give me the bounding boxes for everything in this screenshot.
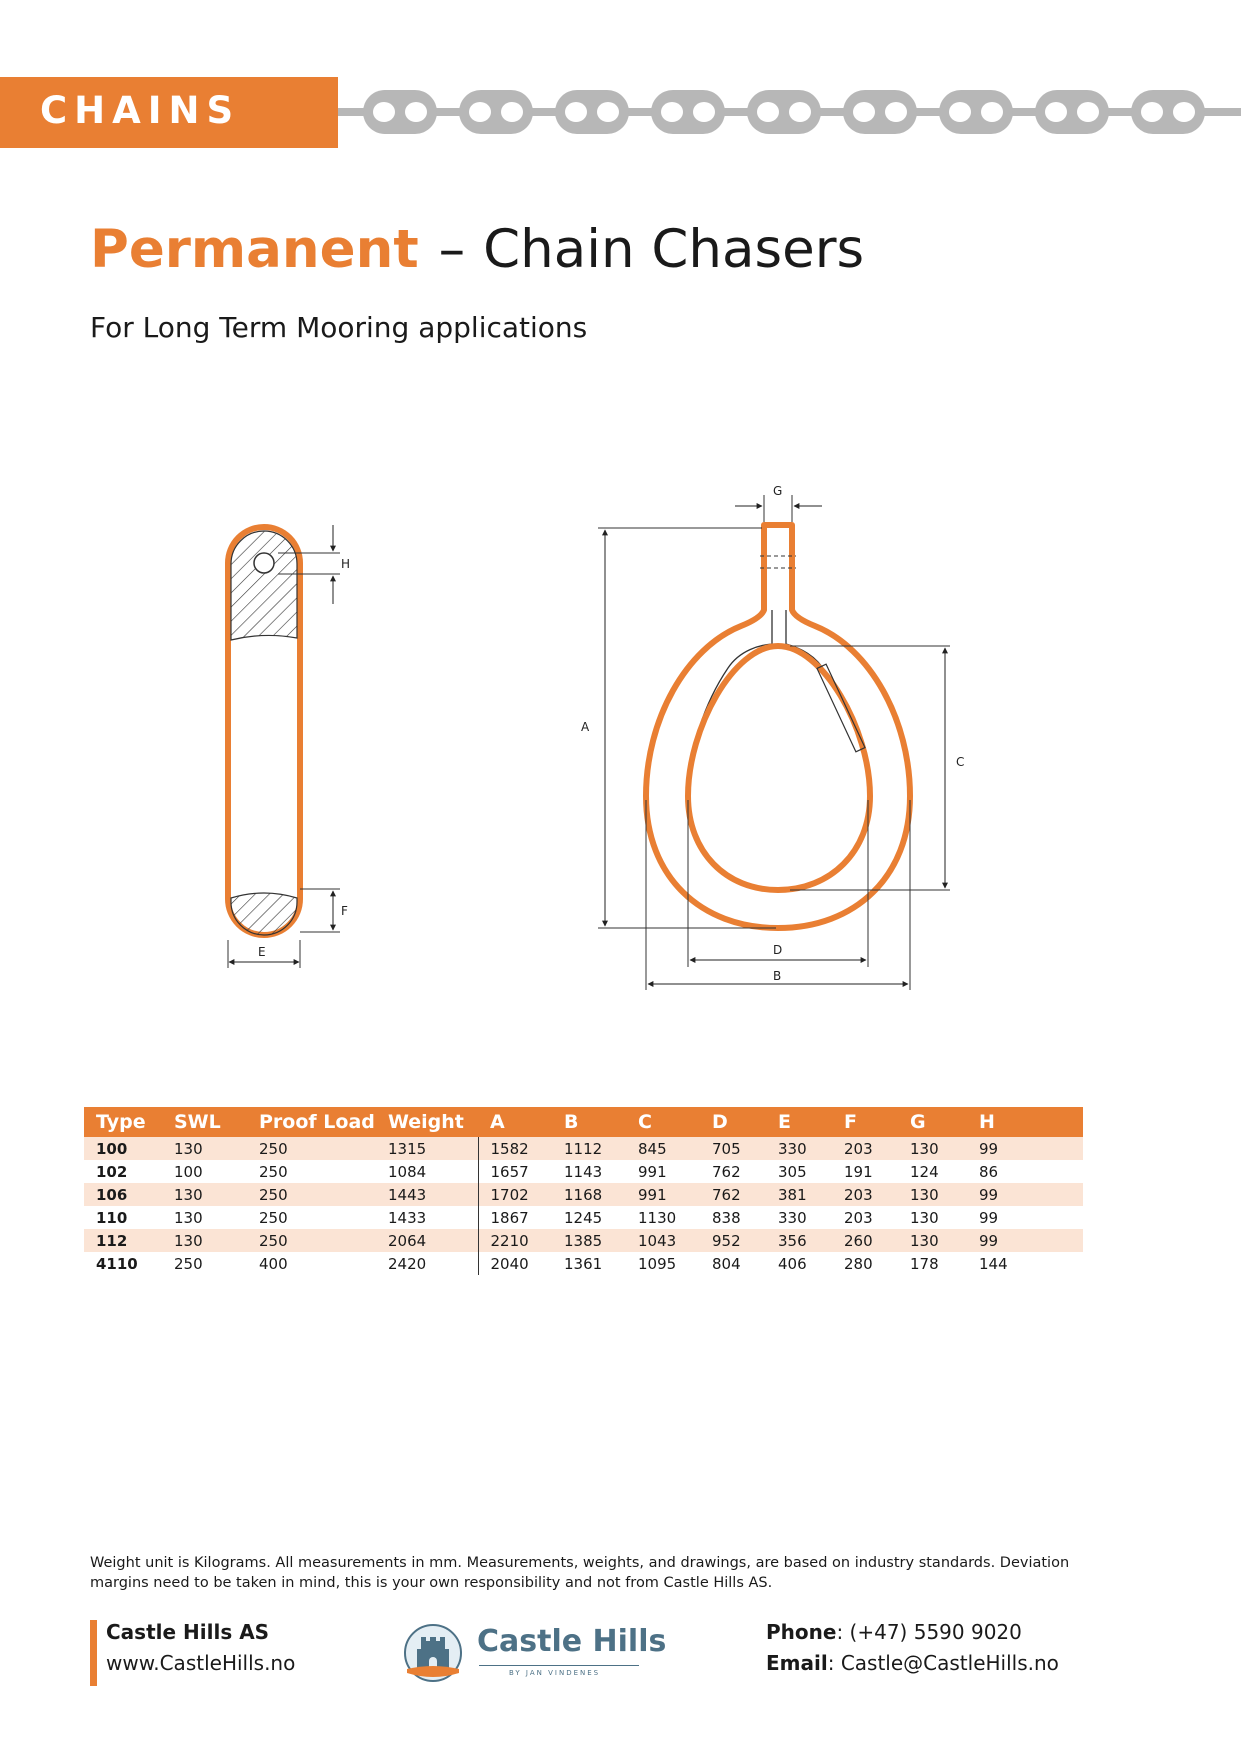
table-cell: 130: [174, 1208, 203, 1227]
section-banner: [0, 77, 338, 148]
table-cell: 2064: [376, 1229, 478, 1252]
disclaimer-note: Weight unit is Kilograms. All measurements in mm. Measurements, weights, and drawings, are based on industry standards. Deviation margins need to be taken in mind, this is your own responsibility and not from Castle Hills AS.: [90, 1555, 1070, 1591]
table-cell: 112: [84, 1229, 162, 1252]
table-cell: 130: [162, 1137, 247, 1160]
contact-email: [766, 1651, 1059, 1675]
table-cell: 250: [174, 1254, 203, 1273]
table-cell: 100: [84, 1137, 162, 1160]
table-cell: 991: [626, 1183, 700, 1206]
table-cell: 330: [766, 1137, 832, 1160]
table-row: [84, 1252, 1083, 1275]
table-cell: 250: [259, 1208, 288, 1227]
table-cell: 100: [174, 1162, 203, 1181]
table-cell: 4110: [96, 1254, 138, 1273]
table-row: [84, 1183, 1083, 1206]
company-website[interactable]: www.CastleHills.no: [106, 1651, 296, 1675]
table-cell: 838: [712, 1208, 741, 1227]
table-cell: 250: [247, 1137, 376, 1160]
table-cell: 124: [910, 1162, 939, 1181]
table-cell: 250: [259, 1162, 288, 1181]
table-cell: 1443: [376, 1183, 478, 1206]
table-cell: 1095: [638, 1254, 677, 1273]
spec-table: [84, 1107, 1083, 1275]
table-cell: 762: [712, 1162, 741, 1181]
section-label: CHAINS: [40, 89, 241, 132]
col-header: SWL: [162, 1107, 247, 1137]
chain-link-icon: [363, 90, 437, 134]
front-view: [581, 484, 964, 990]
email-value[interactable]: : Castle@CastleHills.no: [827, 1651, 1059, 1675]
dim-label-a: A: [581, 720, 590, 734]
col-header: Type: [84, 1107, 162, 1137]
dim-label-h: H: [341, 557, 351, 571]
table-cell: 400: [259, 1254, 288, 1273]
logo-rule: [479, 1665, 639, 1666]
table-cell: 1361: [564, 1254, 603, 1273]
table-cell: 1385: [552, 1229, 626, 1252]
email-label: Email: [766, 1651, 828, 1675]
chain-link-icon: [843, 90, 917, 134]
table-cell: 1084: [388, 1162, 427, 1181]
chain-link-icon: [1035, 90, 1109, 134]
table-row: [84, 1160, 1083, 1183]
table-cell: 99: [967, 1229, 1083, 1252]
table-cell: 1582: [478, 1137, 552, 1160]
table-cell: 203: [844, 1208, 873, 1227]
table-row: [84, 1137, 1083, 1160]
logo-text: Castle Hills: [477, 1624, 667, 1659]
table-cell: 130: [162, 1183, 247, 1206]
title-main: Chain Chasers: [483, 219, 865, 280]
dim-label-g: G: [773, 484, 783, 498]
logo-subtitle: BY JAN VINDENES: [509, 1669, 601, 1677]
table-cell: 191: [844, 1162, 873, 1181]
chain-chaser-drawing: [0, 470, 1241, 1000]
page-subtitle: For Long Term Mooring applications: [90, 311, 588, 344]
table-cell: 1433: [388, 1208, 427, 1227]
col-header: E: [766, 1107, 832, 1137]
table-cell: 952: [700, 1229, 766, 1252]
table-cell: 102: [96, 1162, 128, 1181]
table-cell: 130: [162, 1229, 247, 1252]
table-cell: 178: [910, 1254, 939, 1273]
chain-link-icon: [939, 90, 1013, 134]
table-cell: 99: [967, 1137, 1083, 1160]
table-cell: 250: [247, 1183, 376, 1206]
table-cell: 203: [832, 1183, 898, 1206]
table-cell: 705: [700, 1137, 766, 1160]
chain-link-icon: [555, 90, 629, 134]
table-cell: 330: [778, 1208, 807, 1227]
table-cell: 1112: [552, 1137, 626, 1160]
table-cell: 804: [712, 1254, 741, 1273]
table-cell: 130: [898, 1229, 967, 1252]
castle-icon: [403, 1623, 463, 1683]
table-cell: 144: [979, 1254, 1008, 1273]
table-cell: 762: [700, 1183, 766, 1206]
table-cell: 406: [778, 1254, 807, 1273]
col-header: Weight: [376, 1107, 478, 1137]
col-header: A: [478, 1107, 552, 1137]
title-separator: –: [438, 219, 466, 280]
table-cell: 130: [910, 1208, 939, 1227]
table-cell: 1130: [638, 1208, 677, 1227]
table-cell: 130: [898, 1183, 967, 1206]
table-cell: 2040: [478, 1252, 552, 1275]
table-cell: 845: [626, 1137, 700, 1160]
table-cell: 1867: [478, 1206, 552, 1229]
chain-link-icon: [459, 90, 533, 134]
table-cell: 1315: [376, 1137, 478, 1160]
table-row: [84, 1206, 1083, 1229]
table-row: [84, 1229, 1083, 1252]
dim-label-d: D: [773, 943, 783, 957]
table-cell: 1657: [478, 1160, 552, 1183]
table-cell: 2210: [478, 1229, 552, 1252]
col-header: B: [552, 1107, 626, 1137]
table-cell: 86: [979, 1162, 999, 1181]
table-cell: 260: [832, 1229, 898, 1252]
table-cell: 106: [84, 1183, 162, 1206]
table-header-row: [84, 1107, 1083, 1137]
table-cell: 1143: [564, 1162, 603, 1181]
contact-phone: [766, 1620, 1022, 1644]
table-cell: 250: [247, 1229, 376, 1252]
col-header: D: [700, 1107, 766, 1137]
phone-label: Phone: [766, 1620, 837, 1644]
chain-decoration: [338, 82, 1241, 142]
company-logo: [403, 1620, 667, 1690]
chain-link-icon: [1131, 90, 1205, 134]
chain-link-icon: [651, 90, 725, 134]
company-name: Castle Hills AS: [106, 1620, 270, 1644]
table-cell: 130: [898, 1137, 967, 1160]
table-cell: 110: [96, 1208, 128, 1227]
dim-label-f: F: [341, 904, 348, 918]
table-cell: 1043: [626, 1229, 700, 1252]
dim-label-e: E: [258, 945, 266, 959]
table-cell: 1245: [564, 1208, 603, 1227]
dim-label-b: B: [773, 969, 782, 983]
table-cell: 1168: [552, 1183, 626, 1206]
phone-value[interactable]: : (+47) 5590 9020: [836, 1620, 1022, 1644]
table-cell: 305: [778, 1162, 807, 1181]
dim-label-c: C: [956, 755, 965, 769]
col-header: G: [898, 1107, 967, 1137]
table-cell: 991: [638, 1162, 667, 1181]
table-cell: 1702: [478, 1183, 552, 1206]
col-header: F: [832, 1107, 898, 1137]
col-header: Proof Load: [247, 1107, 376, 1137]
footer-accent-bar: [90, 1620, 97, 1686]
col-header: C: [626, 1107, 700, 1137]
table-cell: 280: [844, 1254, 873, 1273]
table-cell: 99: [979, 1208, 999, 1227]
chain-link-icon: [747, 90, 821, 134]
title-accent: Permanent: [90, 219, 419, 280]
page-title: [90, 218, 864, 282]
table-cell: 2420: [388, 1254, 427, 1273]
side-view: [228, 525, 350, 968]
table-cell: 381: [766, 1183, 832, 1206]
table-cell: 99: [967, 1183, 1083, 1206]
table-cell: 203: [832, 1137, 898, 1160]
col-header: H: [967, 1107, 1083, 1137]
table-cell: 356: [766, 1229, 832, 1252]
